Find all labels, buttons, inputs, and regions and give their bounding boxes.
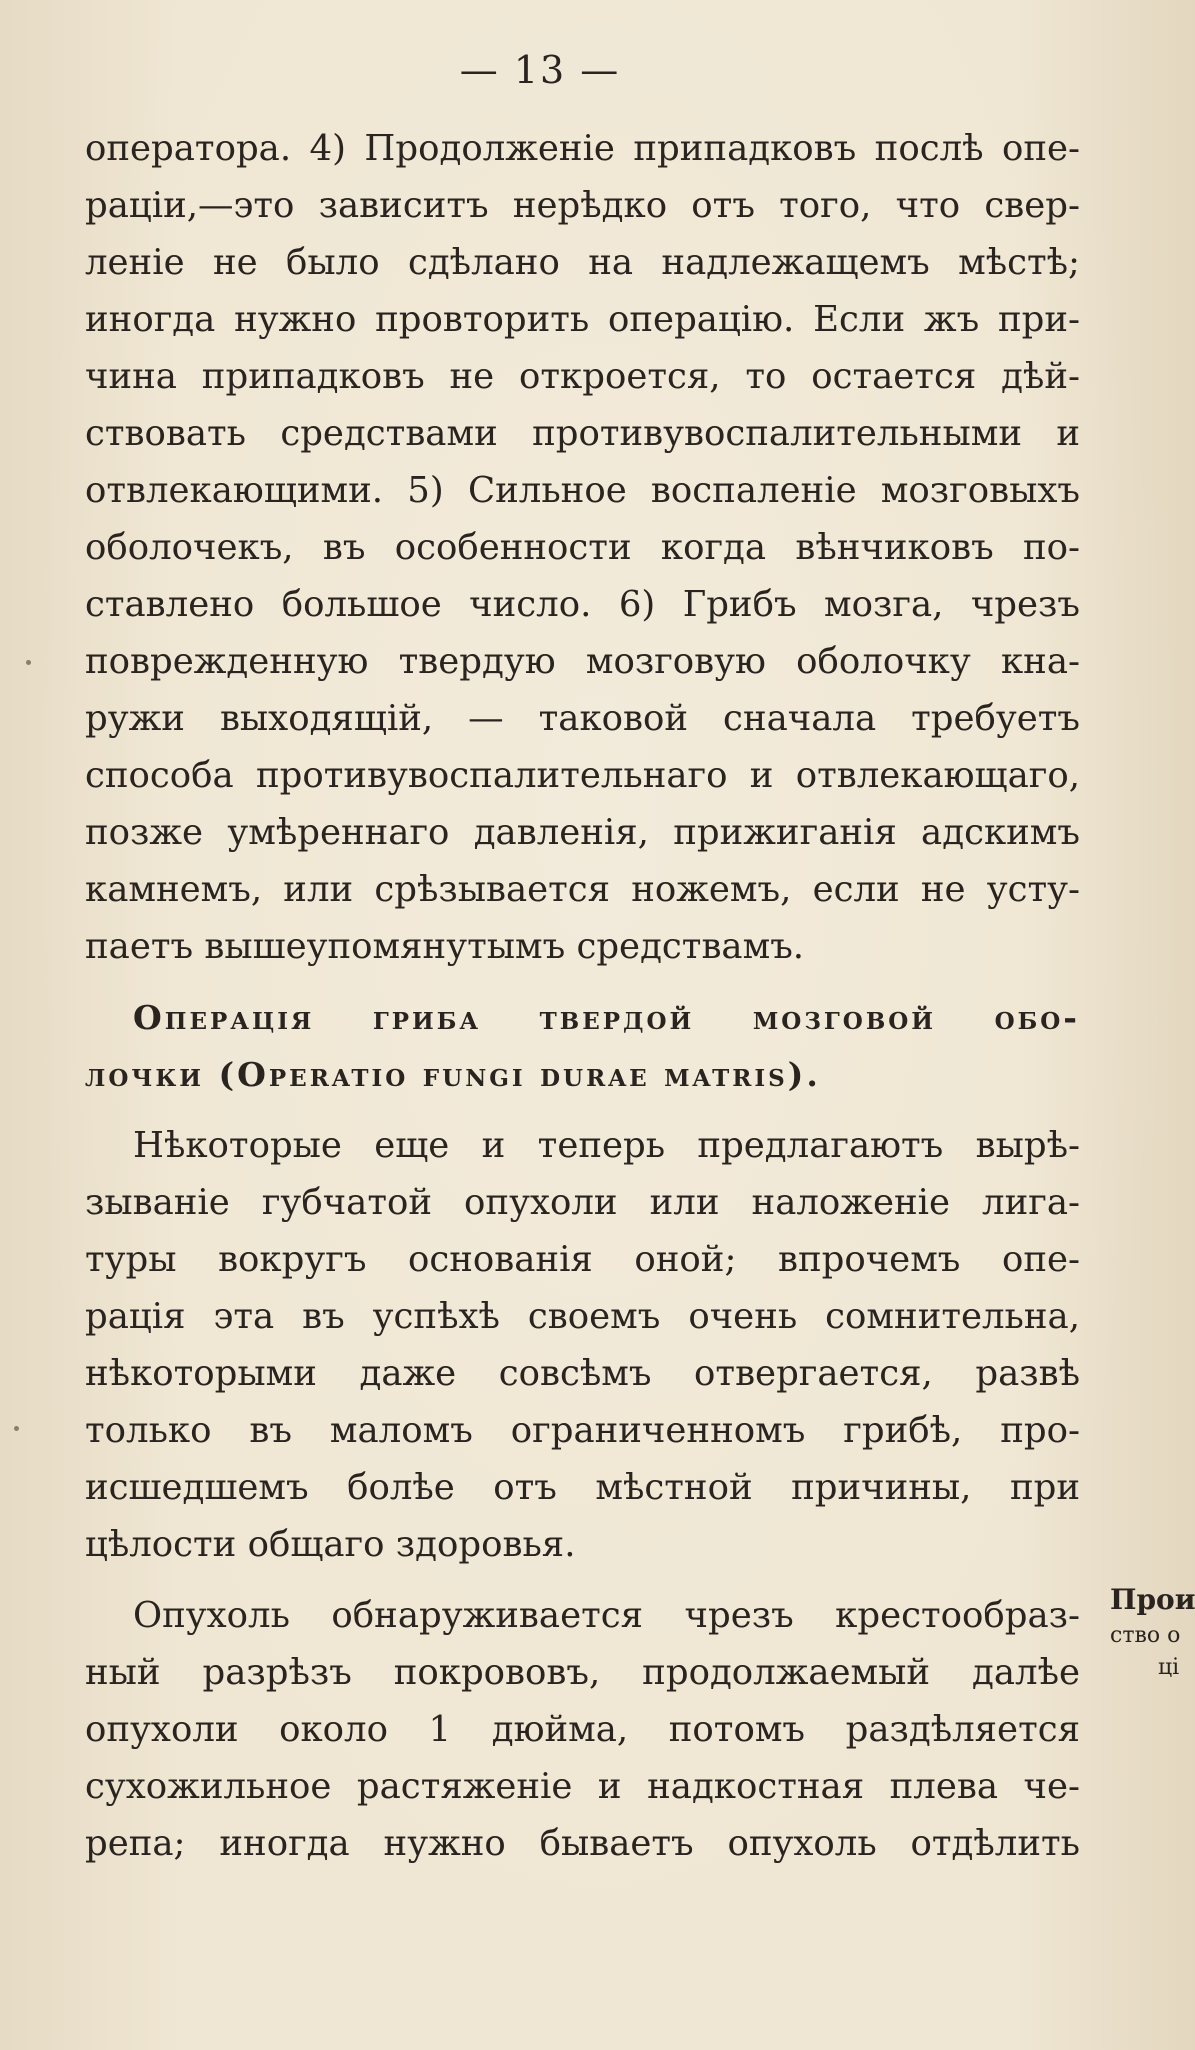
- paper-speck: [14, 1426, 19, 1431]
- margin-note-line: ство о: [1110, 1623, 1181, 1648]
- text-line: оболочекъ, въ особенности когда вѣнчиковъ по-: [85, 527, 1080, 568]
- text-line: опухоли около 1 дюйма, потомъ раздѣляется: [85, 1709, 1080, 1750]
- margin-note-line: Прои: [1110, 1583, 1195, 1616]
- text-line: отвлекающими. 5) Сильное воспаленіе мозговыхъ: [85, 470, 1080, 511]
- text-line: цѣлости общаго здоровья.: [85, 1524, 576, 1565]
- text-line: ствовать средствами противувоспалительными и: [85, 413, 1080, 454]
- text-line: только въ маломъ ограниченномъ грибѣ, про-: [85, 1410, 1080, 1451]
- text-line: оператора. 4) Продолженіе припадковъ послѣ опе-: [85, 128, 1080, 169]
- text-line: иногда нужно провторить операцію. Если жъ при-: [85, 299, 1080, 340]
- paper-speck: [26, 660, 31, 665]
- text-line: раціи,—это зависитъ нерѣдко отъ того, что свер-: [85, 185, 1080, 226]
- section-heading: лочки (Operatio fungi durae matris).: [85, 1055, 821, 1094]
- text-line: сухожильное растяженіе и надкостная плева че-: [85, 1766, 1080, 1807]
- text-line: позже умѣреннаго давленія, прижиганія адскимъ: [85, 812, 1080, 853]
- text-line: способа противувоспалительнаго и отвлекающаго,: [85, 755, 1080, 796]
- page-number: — 13 —: [459, 48, 621, 92]
- text-line: зываніе губчатой опухоли или наложеніе лига-: [85, 1182, 1080, 1223]
- text-line: камнемъ, или срѣзывается ножемъ, если не усту-: [85, 869, 1080, 910]
- text-line: ный разрѣзъ покрововъ, продолжаемый далѣе: [85, 1652, 1080, 1693]
- text-line: Опухоль обнаруживается чрезъ крестообраз-: [133, 1595, 1080, 1636]
- text-line: леніе не было сдѣлано на надлежащемъ мѣстѣ;: [85, 242, 1080, 283]
- text-line: ружи выходящій, — таковой сначала требуетъ: [85, 698, 1080, 739]
- text-line: чина припадковъ не откроется, то остается дѣй-: [85, 356, 1080, 397]
- text-line: исшедшемъ болѣе отъ мѣстной причины, при: [85, 1467, 1080, 1508]
- section-heading: Операція гриба твердой мозговой обо-: [133, 998, 1080, 1037]
- text-line: ставлено большое число. 6) Грибъ мозга, чрезъ: [85, 584, 1080, 625]
- text-line: паетъ вышеупомянутымъ средствамъ.: [85, 926, 805, 967]
- text-line: туры вокругъ основанія оной; впрочемъ опе-: [85, 1239, 1080, 1280]
- text-line: рація эта въ успѣхѣ своемъ очень сомнительна,: [85, 1296, 1080, 1337]
- margin-note-line: ці: [1158, 1655, 1180, 1680]
- text-line: нѣкоторыми даже совсѣмъ отвергается, развѣ: [85, 1353, 1080, 1394]
- text-line: репа; иногда нужно бываетъ опухоль отдѣлить: [85, 1823, 1080, 1864]
- text-body: [85, 120, 1080, 1872]
- text-line: Нѣкоторые еще и теперь предлагаютъ вырѣ-: [133, 1125, 1080, 1166]
- text-line: поврежденную твердую мозговую оболочку кна-: [85, 641, 1080, 682]
